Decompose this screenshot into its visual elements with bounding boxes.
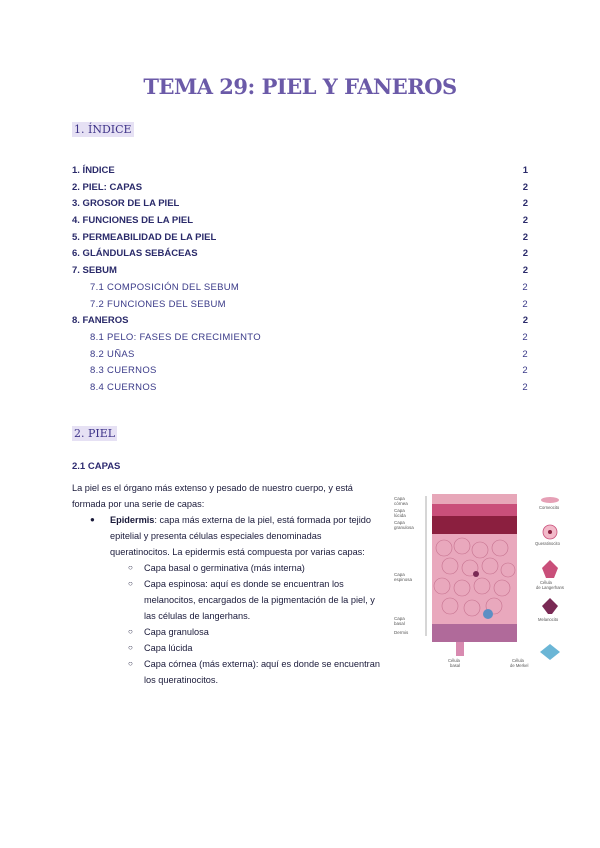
toc-entry-page: 1 [522,165,528,176]
toc-entry-page: 2 [522,265,528,277]
toc-entry-label: 2. PIEL: CAPAS [72,181,143,193]
toc-entry[interactable] [72,363,532,380]
toc-entry-page: 2 [522,231,528,243]
circle-bullet-icon: ○ [128,659,133,668]
layer-text: Capa lúcida [144,643,193,653]
svg-text:de Merkel: de Merkel [510,663,529,668]
toc-entry-label: 6. GLÁNDULAS SEBÁCEAS [72,248,198,260]
toc-entry[interactable] [72,347,532,364]
epidermis-description: : capa más externa de la piel, está formada por tejido epitelial y presenta células especiales denominadas queratinocitos. La epidermis está compuesta por varias capas: [110,515,371,557]
toc-entry-label: 7. SEBUM [72,265,117,277]
svg-text:Capa: Capa [394,572,405,577]
toc-entry-label: 7.2 FUNCIONES DEL SEBUM [90,298,226,310]
svg-text:granulosa: granulosa [394,525,414,530]
label-capa-cornea: Capa [394,496,405,501]
toc-entry-label: 1. ÍNDICE [72,165,115,176]
svg-text:Célula: Célula [448,658,460,663]
toc-entry[interactable] [72,280,532,297]
table-of-contents [72,163,532,397]
svg-text:Queratinocito: Queratinocito [535,541,560,546]
svg-text:Corneocito: Corneocito [539,505,560,510]
intro-paragraph: La piel es el órgano más extenso y pesado de nuestro cuerpo, y está formada por una serie de capas: [72,483,353,509]
document-title: TEMA 29: PIEL Y FANEROS [143,74,457,99]
svg-text:Capa: Capa [394,508,405,513]
toc-entry[interactable] [72,263,532,280]
toc-entry-page: 2 [522,298,528,310]
toc-entry-page: 2 [522,348,528,360]
toc-entry-page: 2 [522,315,528,327]
toc-entry[interactable] [72,213,532,230]
subsection-heading-capas: 2.1 CAPAS [72,461,121,472]
layer-list-item [72,560,382,576]
toc-entry-label: 5. PERMEABILIDAD DE LA PIEL [72,231,217,243]
toc-entry-page: 2 [522,198,528,210]
toc-entry[interactable] [72,230,532,247]
toc-entry-label: 8. FANEROS [72,315,129,327]
section-heading-piel: 2. PIEL [74,427,116,440]
svg-text:Capa: Capa [394,616,405,621]
layer-text: Capa granulosa [144,627,209,637]
toc-entry-label: 8.4 CUERNOS [90,381,157,393]
layer-text: Capa córnea (más externa): aquí es donde se encuentran los queratinocitos. [144,659,380,685]
toc-entry[interactable] [72,313,532,330]
toc-entry[interactable] [72,246,532,263]
svg-text:Melanocito: Melanocito [538,617,559,622]
layer-list-item [72,624,382,640]
toc-entry[interactable] [72,163,532,180]
circle-bullet-icon: ○ [128,563,133,572]
toc-entry-page: 2 [522,365,528,377]
layer-list-item [72,640,382,656]
index-heading: 1. ÍNDICE [74,123,132,136]
svg-text:Dermis: Dermis [394,630,409,635]
svg-text:córnea: córnea [394,501,408,506]
skin-layers-figure [392,488,567,668]
circle-bullet-icon: ○ [128,579,133,588]
layer-list-item [72,576,382,624]
toc-entry[interactable] [72,297,532,314]
layer-text: Capa espinosa: aquí es donde se encuentran los melanocitos, encargados de la pigmentación de la piel, y las células de langerhans. [144,579,375,621]
toc-entry-page: 2 [522,381,528,393]
bullet-dot-icon: ● [90,515,95,524]
toc-entry-label: 8.1 PELO: FASES DE CRECIMIENTO [90,331,261,343]
epidermis-bullet [72,512,382,560]
svg-text:Célula: Célula [540,580,552,585]
toc-entry-page: 2 [522,248,528,260]
svg-text:basal: basal [394,621,405,626]
layer-list [72,560,382,688]
svg-text:Capa: Capa [394,520,405,525]
svg-text:espinosa: espinosa [394,577,413,582]
epidermis-term: Epidermis [110,515,155,525]
toc-entry[interactable] [72,196,532,213]
toc-entry-label: 7.1 COMPOSICIÓN DEL SEBUM [90,281,240,293]
toc-entry-label: 8.3 CUERNOS [90,365,157,377]
skin-block-illustration [432,494,517,642]
circle-bullet-icon: ○ [128,643,133,652]
toc-entry-label: 3. GROSOR DE LA PIEL [72,198,180,210]
body-text [72,480,382,688]
toc-entry-label: 8.2 UÑAS [90,348,135,360]
toc-entry-page: 2 [522,331,528,343]
toc-entry-page: 2 [522,215,528,227]
toc-entry[interactable] [72,330,532,347]
toc-entry[interactable] [72,380,532,397]
svg-text:Célula: Célula [512,658,524,663]
toc-entry-page: 2 [522,181,528,193]
layer-text: Capa basal o germinativa (más interna) [144,563,305,573]
svg-text:de Langerhans: de Langerhans [536,585,564,590]
toc-entry[interactable] [72,180,532,197]
circle-bullet-icon: ○ [128,627,133,636]
svg-text:lúcida: lúcida [394,513,406,518]
toc-entry-page: 2 [522,281,528,293]
svg-text:basal: basal [450,663,461,668]
layer-list-item [72,656,382,688]
toc-entry-label: 4. FUNCIONES DE LA PIEL [72,215,194,227]
